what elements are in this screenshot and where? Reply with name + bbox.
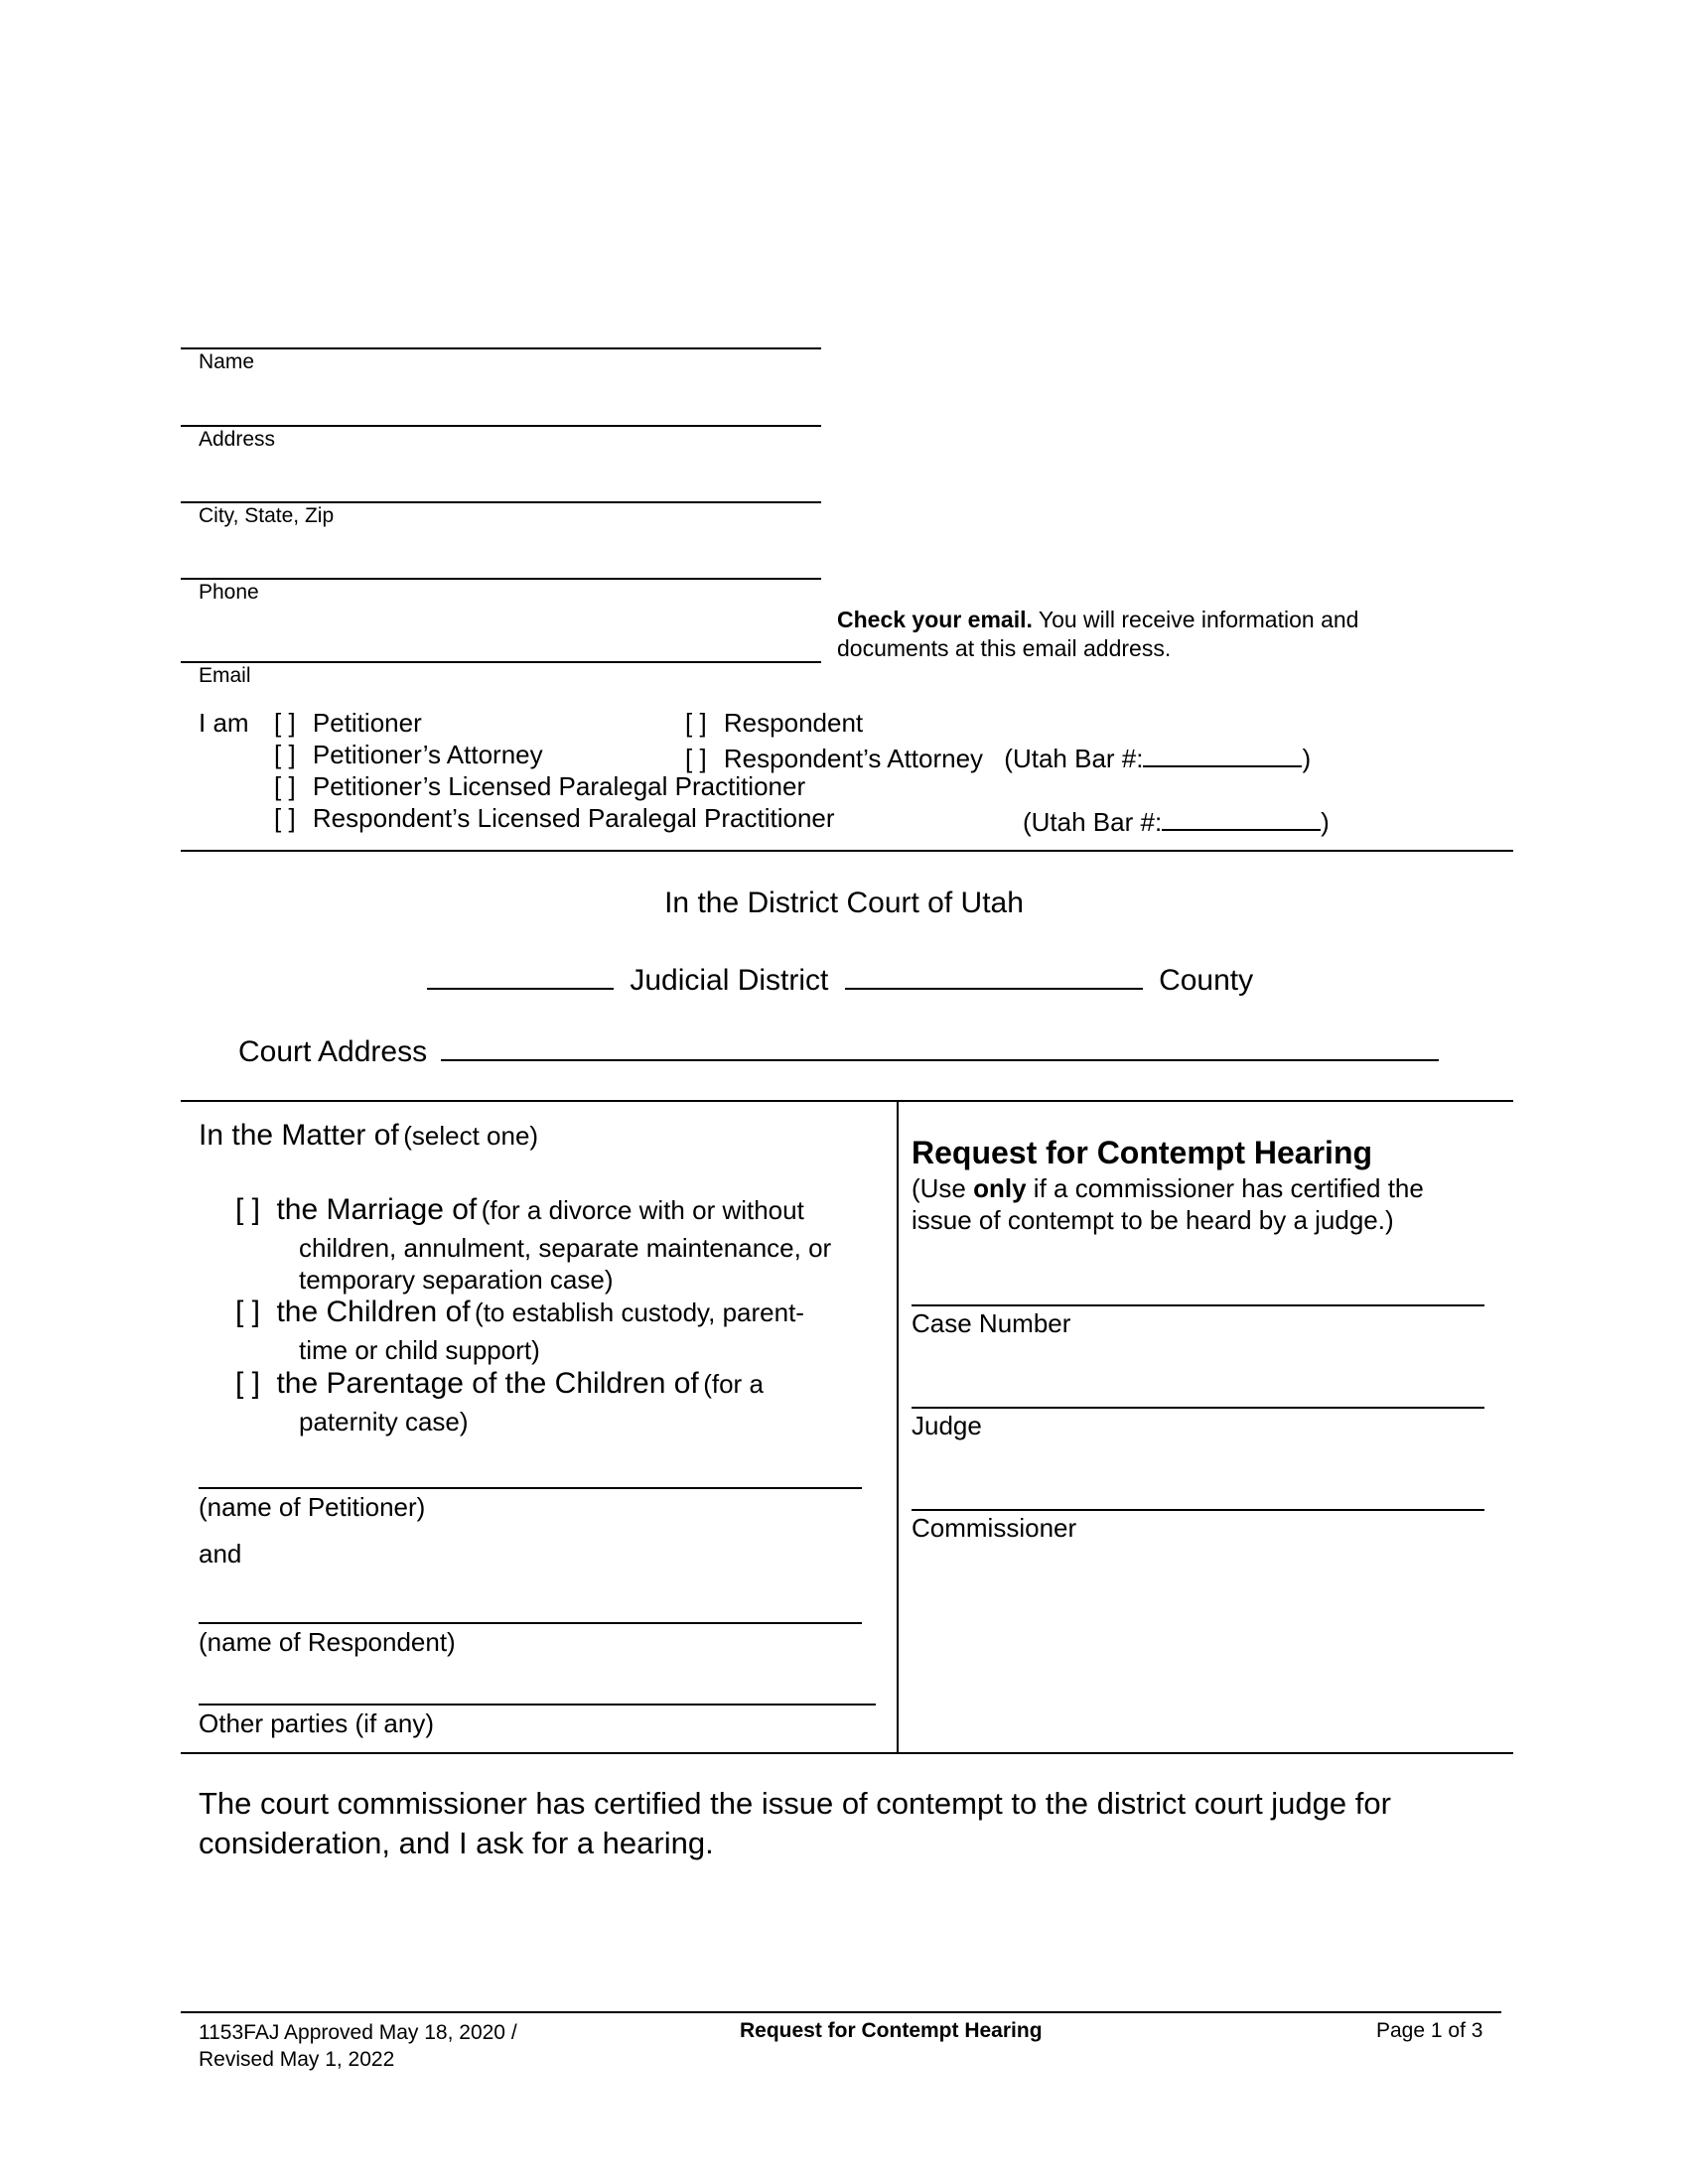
utah-bar-close: ) bbox=[1302, 744, 1312, 773]
petitioner-name-caption: (name of Petitioner) bbox=[199, 1492, 426, 1522]
marriage-note-2: children, annulment, separate maintenance, or bbox=[299, 1233, 832, 1263]
footer-divider bbox=[181, 2011, 1501, 2013]
name-line[interactable] bbox=[181, 347, 821, 349]
request-note-bold: only bbox=[973, 1173, 1027, 1203]
certification-line-2: consideration, and I ask for a hearing. bbox=[199, 1826, 714, 1860]
matter-heading-note: (select one) bbox=[403, 1121, 539, 1151]
children-label: the Children of bbox=[276, 1296, 471, 1328]
i-am-row-4b bbox=[1023, 803, 1330, 838]
i-am-row-4 bbox=[274, 803, 835, 834]
petitioner-checkbox[interactable]: [ ] bbox=[274, 708, 296, 738]
children-note-2: time or child support) bbox=[299, 1335, 540, 1365]
footer-page-number: Page 1 of 3 bbox=[1376, 2019, 1483, 2042]
footer-form-id-line1: 1153FAJ Approved May 18, 2020 / bbox=[199, 2021, 517, 2044]
commissioner-label: Commissioner bbox=[912, 1513, 1077, 1543]
utah-bar-number-field-2[interactable] bbox=[1162, 803, 1321, 831]
respondent-checkbox[interactable]: [ ] bbox=[685, 708, 707, 738]
request-note-post: if a commissioner has certified the bbox=[1026, 1173, 1424, 1203]
footer-form-id-line2: Revised May 1, 2022 bbox=[199, 2048, 395, 2071]
matter-heading-row bbox=[199, 1119, 538, 1153]
marriage-checkbox[interactable]: [ ] bbox=[235, 1193, 261, 1226]
respondent-lpp-label: Respondent’s Licensed Paralegal Practitioner bbox=[312, 803, 835, 833]
phone-label: Phone bbox=[199, 581, 259, 604]
court-address-label: Court Address bbox=[238, 1035, 428, 1068]
judicial-district-row bbox=[427, 958, 1253, 998]
county-field[interactable] bbox=[845, 958, 1143, 990]
certification-statement bbox=[199, 1784, 1391, 1863]
respondent-attorney-checkbox[interactable]: [ ] bbox=[685, 744, 707, 773]
respondent-label: Respondent bbox=[723, 708, 864, 738]
children-checkbox[interactable]: [ ] bbox=[235, 1296, 261, 1328]
case-number-line[interactable] bbox=[912, 1304, 1484, 1306]
email-line[interactable] bbox=[181, 661, 821, 663]
utah-bar-open: (Utah Bar #: bbox=[1004, 744, 1144, 773]
footer-form-id bbox=[199, 2019, 517, 2073]
county-label: County bbox=[1159, 964, 1254, 997]
judge-line[interactable] bbox=[912, 1407, 1484, 1409]
court-title: In the District Court of Utah bbox=[664, 887, 1024, 919]
judicial-district-field[interactable] bbox=[427, 958, 614, 990]
email-notice-rest: You will receive information and bbox=[1032, 607, 1359, 632]
parentage-option bbox=[235, 1367, 764, 1401]
children-option bbox=[235, 1296, 804, 1329]
marriage-label: the Marriage of bbox=[276, 1193, 478, 1226]
i-am-row-1b bbox=[685, 708, 863, 739]
other-parties-line[interactable] bbox=[199, 1704, 876, 1706]
marriage-note-1: (for a divorce with or without bbox=[481, 1195, 804, 1225]
divider-2 bbox=[181, 1100, 1513, 1102]
i-am-row-3 bbox=[274, 771, 805, 802]
city-state-zip-line[interactable] bbox=[181, 501, 821, 503]
respondent-lpp-checkbox[interactable]: [ ] bbox=[274, 803, 296, 833]
utah-bar-number-field[interactable] bbox=[1143, 740, 1302, 767]
petitioner-attorney-checkbox[interactable]: [ ] bbox=[274, 740, 296, 769]
i-am-label: I am bbox=[199, 708, 249, 738]
certification-line-1: The court commissioner has certified the issue of contempt to the district court judge for bbox=[199, 1786, 1391, 1821]
divider-3 bbox=[181, 1752, 1513, 1754]
email-label: Email bbox=[199, 664, 251, 687]
utah-bar-open-2: (Utah Bar #: bbox=[1023, 807, 1163, 837]
respondent-attorney-label: Respondent’s Attorney bbox=[723, 744, 984, 773]
children-note-1: (to establish custody, parent- bbox=[475, 1297, 804, 1327]
marriage-note-3: temporary separation case) bbox=[299, 1265, 614, 1295]
and-text: and bbox=[199, 1539, 242, 1569]
email-notice-line2: documents at this email address. bbox=[837, 635, 1172, 661]
petitioner-lpp-label: Petitioner’s Licensed Paralegal Practitioner bbox=[312, 771, 806, 801]
other-parties-caption: Other parties (if any) bbox=[199, 1708, 434, 1738]
respondent-name-caption: (name of Respondent) bbox=[199, 1627, 456, 1657]
i-am-row-2 bbox=[274, 740, 543, 770]
court-address-row bbox=[238, 1029, 1439, 1069]
commissioner-line[interactable] bbox=[912, 1509, 1484, 1511]
footer-title: Request for Contempt Hearing bbox=[740, 2019, 1043, 2042]
marriage-option bbox=[235, 1193, 804, 1227]
email-notice-bold: Check your email. bbox=[837, 607, 1033, 632]
name-label: Name bbox=[199, 350, 255, 373]
address-line[interactable] bbox=[181, 425, 821, 427]
email-notice bbox=[837, 606, 1358, 663]
parentage-note-1: (for a bbox=[703, 1369, 764, 1399]
petitioner-label: Petitioner bbox=[312, 708, 422, 738]
petitioner-attorney-label: Petitioner’s Attorney bbox=[312, 740, 543, 769]
utah-bar-close-2: ) bbox=[1321, 807, 1330, 837]
court-address-field[interactable] bbox=[441, 1029, 1439, 1061]
judge-label: Judge bbox=[912, 1411, 982, 1440]
phone-line[interactable] bbox=[181, 578, 821, 580]
respondent-name-line[interactable] bbox=[199, 1622, 862, 1624]
case-number-label: Case Number bbox=[912, 1308, 1071, 1338]
petitioner-name-line[interactable] bbox=[199, 1487, 862, 1489]
parentage-label: the Parentage of the Children of bbox=[276, 1367, 699, 1400]
caption-vertical-divider bbox=[897, 1100, 899, 1753]
judicial-district-label: Judicial District bbox=[630, 964, 829, 997]
address-label: Address bbox=[199, 428, 276, 451]
divider-1 bbox=[181, 850, 1513, 852]
i-am-row-1 bbox=[274, 708, 422, 739]
petitioner-lpp-checkbox[interactable]: [ ] bbox=[274, 771, 296, 801]
request-note bbox=[912, 1172, 1424, 1236]
request-note-line2: issue of contempt to be heard by a judge.) bbox=[912, 1205, 1394, 1235]
request-title: Request for Contempt Hearing bbox=[912, 1135, 1373, 1170]
parentage-note-2: paternity case) bbox=[299, 1407, 469, 1436]
request-note-pre: (Use bbox=[912, 1173, 974, 1203]
parentage-checkbox[interactable]: [ ] bbox=[235, 1367, 261, 1400]
i-am-row-2b bbox=[685, 740, 1311, 774]
matter-heading: In the Matter of bbox=[199, 1119, 399, 1152]
city-state-zip-label: City, State, Zip bbox=[199, 504, 335, 527]
